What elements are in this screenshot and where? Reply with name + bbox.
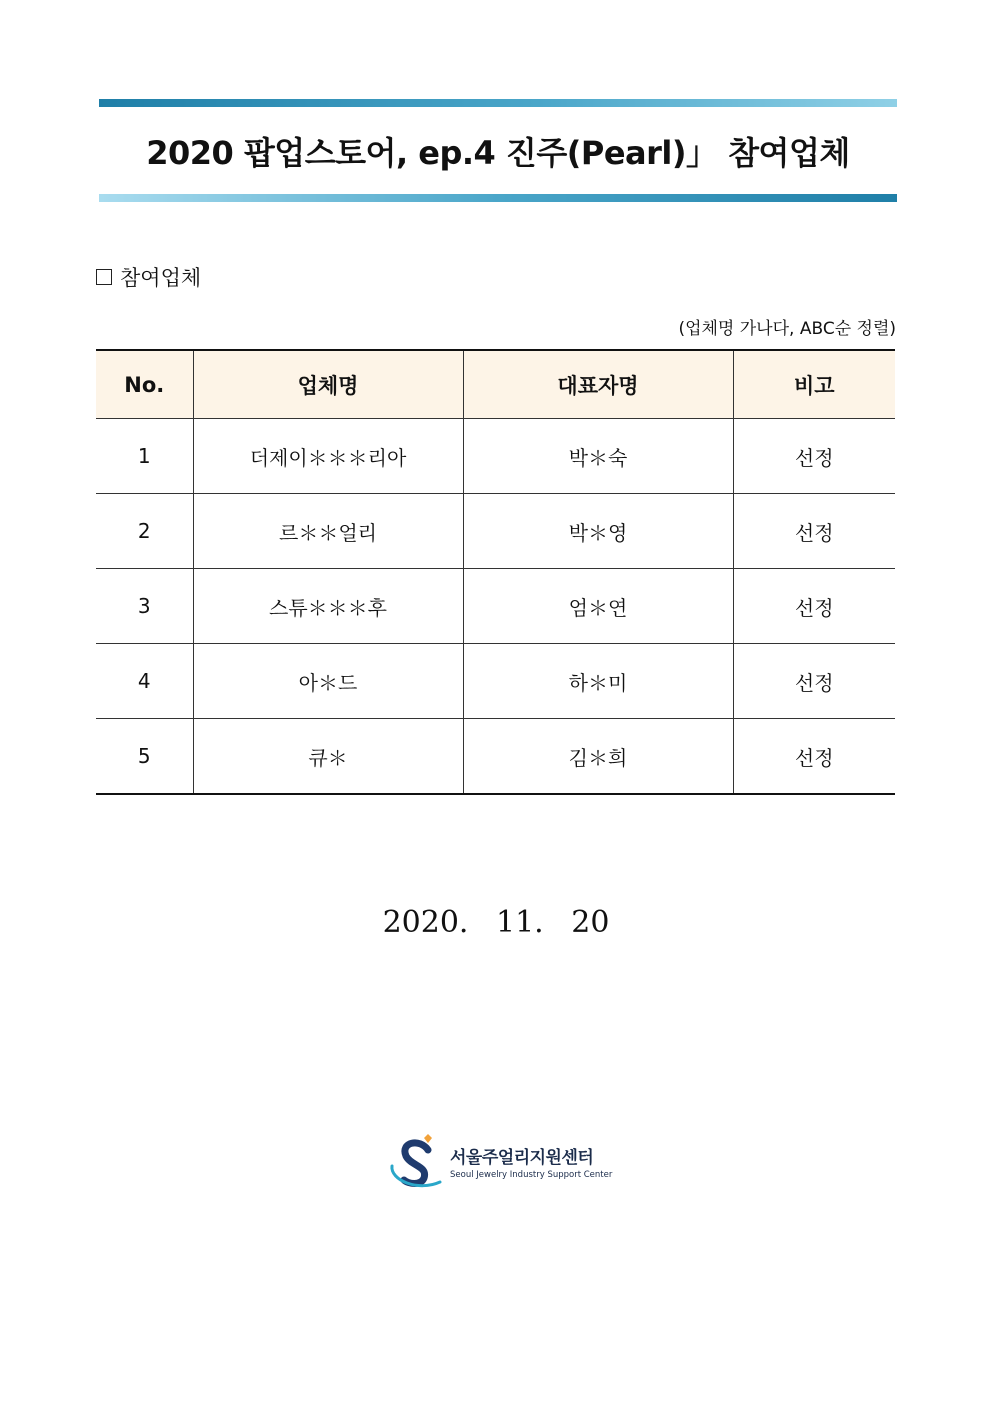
table-row (96, 644, 895, 719)
title-top-rule (99, 99, 897, 107)
page-title: 2020 팝업스토어, ep.4 진주(Pearl)」 참여업체 (146, 134, 850, 172)
cell-company: 큐＊ (193, 719, 463, 795)
cell-representative: 하＊미 (463, 644, 733, 719)
cell-remarks: 선정 (733, 569, 895, 644)
table-row (96, 419, 895, 494)
cell-representative: 박＊숙 (463, 419, 733, 494)
cell-remarks: 선정 (733, 644, 895, 719)
jewelry-s-logo-icon (388, 1130, 446, 1192)
section-label: 참여업체 (120, 266, 202, 290)
header-company: 업체명 (193, 350, 463, 419)
title-bottom-rule (99, 194, 897, 202)
cell-no: 1 (96, 419, 193, 494)
cell-company: 더제이＊＊＊리아 (193, 419, 463, 494)
participants-table (96, 349, 895, 795)
document-date: 2020. 11. 20 (382, 905, 610, 940)
cell-remarks: 선정 (733, 719, 895, 795)
header-representative: 대표자명 (463, 350, 733, 419)
cell-company: 르＊＊얼리 (193, 494, 463, 569)
cell-representative: 박＊영 (463, 494, 733, 569)
cell-no: 4 (96, 644, 193, 719)
section-heading (96, 262, 201, 292)
logo-text (450, 1143, 612, 1180)
table-header-row (96, 350, 895, 419)
cell-remarks: 선정 (733, 494, 895, 569)
cell-company: 스튜＊＊＊후 (193, 569, 463, 644)
table-row (96, 719, 895, 795)
cell-no: 5 (96, 719, 193, 795)
table-row (96, 569, 895, 644)
table-row (96, 494, 895, 569)
cell-remarks: 선정 (733, 419, 895, 494)
cell-no: 2 (96, 494, 193, 569)
header-no: No. (96, 350, 193, 419)
organization-logo (388, 1130, 612, 1192)
header-remarks: 비고 (733, 350, 895, 419)
logo-name-korean: 서울주얼리지원센터 (450, 1147, 594, 1168)
cell-representative: 김＊희 (463, 719, 733, 795)
sort-note: (업체명 가나다, ABC순 정렬) (678, 319, 896, 339)
cell-company: 아＊드 (193, 644, 463, 719)
logo-name-english: Seoul Jewelry Industry Support Center (450, 1169, 613, 1180)
cell-representative: 엄＊연 (463, 569, 733, 644)
checkbox-square-icon (96, 269, 112, 285)
cell-no: 3 (96, 569, 193, 644)
